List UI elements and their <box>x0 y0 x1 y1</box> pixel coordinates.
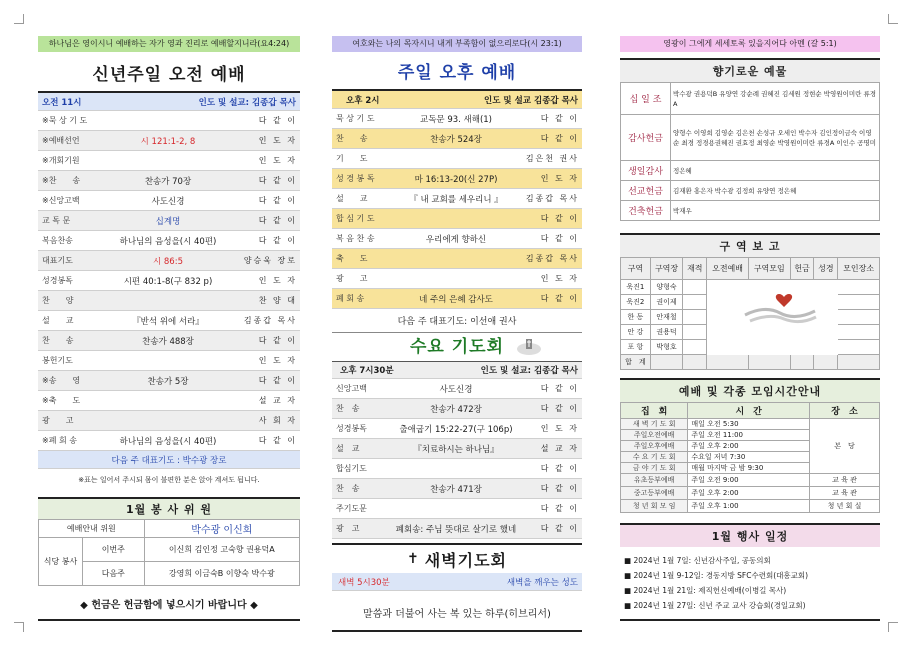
crop-mark <box>888 14 898 24</box>
offering-names: 양형수 이영희 김영순 김은천 손성규 오세인 박수자 김인정이금숙 이영순 최경 정경용권혜진 권효정 최영순 박영원이미란 류경A 이인수 공명미 <box>671 115 880 161</box>
zone-header: 재적 <box>683 258 707 280</box>
meal-week: 다음주 <box>83 562 145 586</box>
zone-cell <box>707 340 749 355</box>
zone-name: 합 계 <box>621 355 651 370</box>
worship-row <box>332 269 582 289</box>
service-time: 오전 11시 <box>42 97 82 108</box>
offering-row <box>621 201 880 221</box>
item-content: 폐회송: 주님 뜻대로 살기로 했네 <box>395 524 517 535</box>
next-prayer: 다음 주 대표기도 : 박수광 장로 <box>38 451 300 469</box>
item-label: 교 독 문 <box>42 216 71 225</box>
item-label: 성경봉독 <box>336 424 367 433</box>
item-label: 복 음 찬 송 <box>336 234 375 243</box>
offering-row <box>621 83 880 115</box>
item-leader: 김종갑 목사 <box>525 254 579 263</box>
afternoon-order <box>332 109 582 309</box>
cross-icon: ✝ <box>406 551 419 567</box>
worship-row <box>38 331 300 351</box>
item-leader: 인 도 자 <box>258 156 297 165</box>
item-leader: 인 도 자 <box>258 356 297 365</box>
item-content: 찬송가 488장 <box>142 336 194 347</box>
meeting-time: 매일 오전 5:30 <box>688 419 810 430</box>
offering-names: 정은혜 <box>671 161 880 181</box>
zone-name: 욱진1 <box>621 280 651 295</box>
item-label: 복음찬송 <box>42 236 73 245</box>
item-leader: 다 같 이 <box>258 176 297 185</box>
worship-row <box>332 499 582 519</box>
item-content: 찬송가 5장 <box>147 376 189 387</box>
zone-header: 헌금 <box>790 258 814 280</box>
item-leader: 다 같 이 <box>258 376 297 385</box>
item-label: ※묵 상 기 도 <box>42 116 88 125</box>
service-header <box>38 93 300 111</box>
service-leader: 인도 및 설교: 김종갑 목사 <box>198 97 296 108</box>
schedule-row <box>621 419 880 430</box>
zone-cell <box>838 325 880 340</box>
item-label: 신앙고백 <box>336 384 367 393</box>
item-label: ※찬 송 <box>42 176 81 185</box>
zone-header: 모인장소 <box>838 258 880 280</box>
offering-footer: ◆ 헌금은 헌금함에 넣으시기 바랍니다 ◆ <box>80 600 258 611</box>
order-of-worship <box>38 111 300 451</box>
item-label: 찬 송 <box>336 404 360 413</box>
meeting-time: 수요일 저녁 7:30 <box>688 452 810 463</box>
item-leader: 김종갑 목사 <box>243 316 297 325</box>
item-content: 찬송가 524장 <box>430 134 482 145</box>
meeting-name: 중고등부예배 <box>621 487 688 500</box>
standing-note: ※표는 일어서 주시되 몸이 불편한 분은 앉아 계셔도 됩니다. <box>78 476 260 484</box>
worship-row <box>38 211 300 231</box>
item-content: 십계명 <box>155 216 181 227</box>
item-label: 폐 회 송 <box>336 294 365 303</box>
meeting-name: 주일오후예배 <box>621 441 688 452</box>
dawn-time: 새벽 5시30분 <box>338 577 390 588</box>
zone-cell <box>814 340 838 355</box>
zone-cell <box>790 355 814 370</box>
zone-name: 한 동 <box>621 310 651 325</box>
worship-row <box>332 209 582 229</box>
event-item <box>624 568 876 583</box>
schedule-header: 시 간 <box>688 403 810 419</box>
item-leader: 다 같 이 <box>258 116 297 125</box>
zone-row <box>621 355 880 370</box>
zone-cell <box>748 355 790 370</box>
worship-row <box>38 111 300 131</box>
item-content: 교독문 93. 새해(1) <box>419 114 493 125</box>
hands-illustration <box>740 287 820 329</box>
dawn-title-block <box>332 543 582 573</box>
zone-header: 오전예배 <box>707 258 749 280</box>
item-content: 시 86:5 <box>152 256 183 267</box>
item-label: ※예배선언 <box>42 136 80 145</box>
item-leader: 다 같 이 <box>258 236 297 245</box>
worship-row <box>332 439 582 459</box>
item-label: 찬 양 <box>42 296 74 305</box>
item-content: 찬송가 472장 <box>430 404 482 415</box>
zone-cell <box>790 340 814 355</box>
zone-report <box>620 257 880 370</box>
item-content: 『반석 위에 서라』 <box>132 316 204 327</box>
zone-cell <box>683 280 707 295</box>
worship-row <box>332 169 582 189</box>
item-leader: 다 같 이 <box>258 196 297 205</box>
schedule-row <box>621 487 880 500</box>
offering-row <box>621 181 880 201</box>
item-label: 찬 송 <box>42 336 74 345</box>
meal-week: 이번주 <box>83 538 145 562</box>
zone-leader: 안재철 <box>650 310 683 325</box>
worship-row <box>38 391 300 411</box>
bible-icon <box>516 335 542 357</box>
worship-row <box>332 189 582 209</box>
dawn-subtitle: 새벽을 깨우는 성도 <box>506 577 578 588</box>
zone-cell <box>814 355 838 370</box>
item-leader: 다 같 이 <box>540 504 579 513</box>
zone-header: 구역장 <box>650 258 683 280</box>
worship-row <box>38 371 300 391</box>
item-leader: 다 같 이 <box>540 134 579 143</box>
item-leader: 사 회 자 <box>258 416 297 425</box>
schedule-table <box>620 402 880 513</box>
schedule-header-row <box>621 403 880 419</box>
schedule-title: 예배 및 각종 모임시간안내 <box>620 378 880 402</box>
meeting-place: 본 당 <box>810 419 880 474</box>
worship-row <box>332 419 582 439</box>
worship-row <box>332 289 582 309</box>
bullet-icon: ■ <box>624 571 634 580</box>
meal-label: 식당 봉사 <box>39 538 83 586</box>
meal-names: 이신희 김인정 고숙향 권용덕A <box>144 538 299 562</box>
verse-banner: 여호와는 나의 목자시니 내게 부족함이 없으리로다(시 23:1) <box>332 36 582 52</box>
zone-cell <box>683 355 707 370</box>
offering-label: 건축헌금 <box>621 201 671 221</box>
event-item <box>624 553 876 568</box>
schedule-header: 장 소 <box>810 403 880 419</box>
wednesday-header <box>332 361 582 379</box>
item-leader: 찬 양 대 <box>258 296 297 305</box>
item-content: 네 주의 은혜 감사도 <box>419 294 493 305</box>
item-content: 마 16:13-20(신 27P) <box>414 174 498 185</box>
item-label: 주기도문 <box>336 504 367 513</box>
meeting-time: 매월 마지막 금 밤 9:30 <box>688 463 810 474</box>
item-label: 광 고 <box>336 524 360 533</box>
item-leader: 양승욱 장로 <box>243 256 297 265</box>
afternoon-service-column <box>332 36 582 620</box>
crop-mark <box>888 622 898 632</box>
zone-leader: 권이제 <box>650 295 683 310</box>
worship-row <box>38 271 300 291</box>
worship-row <box>38 131 300 151</box>
zone-cell <box>683 310 707 325</box>
offering-label: 생일감사 <box>621 161 671 181</box>
item-label: 합 심 기 도 <box>336 214 375 223</box>
worship-row <box>38 291 300 311</box>
wednesday-title: 수요 기도회 <box>409 337 505 357</box>
zone-cell <box>838 295 880 310</box>
item-content: 출애굽기 15:22-27(구 106p) <box>399 424 513 435</box>
zone-name: 안 강 <box>621 325 651 340</box>
item-leader: 다 같 이 <box>540 404 579 413</box>
zone-cell <box>838 310 880 325</box>
worship-row <box>38 431 300 451</box>
item-content: 사도신경 <box>439 384 473 395</box>
worship-row <box>332 459 582 479</box>
event-text: 2024년 1월 21일: 제직헌신예배(이병길 목사) <box>633 586 787 595</box>
item-leader: 김종갑 목사 <box>525 194 579 203</box>
worship-row <box>332 519 582 539</box>
offering-names: 박수광 권용덕B 유양연 강순례 권혜진 김세원 정현순 박영원이미란 류경A <box>671 83 880 115</box>
item-label: 묵 상 기 도 <box>336 114 375 123</box>
meeting-place: 교 육 관 <box>810 474 880 487</box>
item-leader: 다 같 이 <box>540 214 579 223</box>
item-content: 하나님의 음성을(시 40편) <box>119 236 217 247</box>
item-label: 성 경 봉 독 <box>336 174 375 183</box>
item-leader: 다 같 이 <box>258 216 297 225</box>
zone-cell <box>683 295 707 310</box>
event-text: 2024년 1월 7일: 신년감사주일, 공동의회 <box>633 556 771 565</box>
item-label: ※송 영 <box>42 376 81 385</box>
worship-row <box>332 109 582 129</box>
item-label: 설 교 <box>336 444 360 453</box>
crop-mark <box>14 622 24 632</box>
meeting-name: 주일오전예배 <box>621 430 688 441</box>
meeting-time: 주일 오후 1:00 <box>688 500 810 513</box>
worship-row <box>332 379 582 399</box>
worship-row <box>38 231 300 251</box>
meeting-time: 주일 오전 9:00 <box>688 474 810 487</box>
offering-row <box>621 161 880 181</box>
service-committee-title: 1월 봉 사 위 원 <box>38 499 300 519</box>
wednesday-title-block <box>332 333 582 361</box>
offering-row <box>621 115 880 161</box>
item-label: 찬 송 <box>336 134 368 143</box>
afternoon-header <box>332 91 582 109</box>
item-content: 하나님의 음성을(시 40편) <box>119 436 217 447</box>
item-content: 『 내 교회를 세우리니 』 <box>409 194 503 205</box>
worship-row <box>332 229 582 249</box>
item-leader: 다 같 이 <box>540 484 579 493</box>
item-content: 『치료하시는 하나님』 <box>413 444 499 455</box>
item-leader: 다 같 이 <box>540 524 579 533</box>
item-content: 찬송가 471장 <box>430 484 482 495</box>
zone-cell <box>683 325 707 340</box>
service-committee-table <box>38 519 300 586</box>
item-label: 광 고 <box>336 274 368 283</box>
meeting-place: 청 년 회 실 <box>810 500 880 513</box>
dawn-title: 새벽기도회 <box>424 550 507 570</box>
item-label: 찬 송 <box>336 484 360 493</box>
meeting-name: 청 년 회 모 임 <box>621 500 688 513</box>
service-time: 오후 7시30분 <box>340 366 394 376</box>
item-content: 사도신경 <box>151 196 185 207</box>
meeting-time: 주일 오전 11:00 <box>688 430 810 441</box>
zone-header: 구역 <box>621 258 651 280</box>
morning-service-column <box>38 36 300 616</box>
offering-label: 십 일 조 <box>621 83 671 115</box>
item-label: 설 교 <box>42 316 74 325</box>
usher-label: 예배안내 위원 <box>39 520 145 538</box>
zone-cell <box>838 280 880 295</box>
item-leader: 다 같 이 <box>540 114 579 123</box>
item-content: 찬송가 70장 <box>144 176 192 187</box>
item-label: ※축 도 <box>42 396 81 405</box>
zone-leader: 양형숙 <box>650 280 683 295</box>
schedule-row <box>621 474 880 487</box>
worship-row <box>38 351 300 371</box>
item-content: 우리에게 향하신 <box>425 234 487 245</box>
item-leader: 다 같 이 <box>258 336 297 345</box>
next-prayer: 다음 주 대표기도: 이선애 권사 <box>397 317 517 327</box>
meal-names: 강영희 이금숙B 이향숙 박수광 <box>144 562 299 586</box>
meeting-name: 유초등부예배 <box>621 474 688 487</box>
meeting-time: 주일 오후 2:00 <box>688 441 810 452</box>
worship-row <box>332 149 582 169</box>
item-label: 기 도 <box>336 154 368 163</box>
crop-mark <box>14 14 24 24</box>
worship-row <box>38 151 300 171</box>
column-footer: 말씀과 더불어 사는 복 있는 하루(히브리서) <box>363 609 551 620</box>
zone-header: 구역모임 <box>748 258 790 280</box>
event-text: 2024년 1월 27일: 신년 주교 교사 강습회(경일교회) <box>633 601 806 610</box>
item-leader: 인 도 자 <box>258 276 297 285</box>
schedule-header: 집 회 <box>621 403 688 419</box>
item-label: 광 고 <box>42 416 74 425</box>
item-label: 설 교 <box>336 194 368 203</box>
item-label: 봉헌기도 <box>42 356 73 365</box>
zone-header: 성경 <box>814 258 838 280</box>
verse-banner: 영광이 그에게 세세토록 있을지어다 아멘 (갈 5:1) <box>620 36 880 52</box>
event-list <box>620 547 880 619</box>
event-item <box>624 583 876 598</box>
item-leader: 인 도 자 <box>540 424 579 433</box>
dawn-row <box>332 573 582 591</box>
zone-name: 욱진2 <box>621 295 651 310</box>
offering-names: 김재환 홍은자 박수광 김정희 유양연 정은혜 <box>671 181 880 201</box>
offering-names: 박재우 <box>671 201 880 221</box>
worship-row <box>332 129 582 149</box>
zone-cell <box>748 340 790 355</box>
worship-row <box>38 171 300 191</box>
item-content: 시 121:1-2, 8 <box>140 136 196 147</box>
zone-row <box>621 340 880 355</box>
worship-row <box>38 311 300 331</box>
zone-leader <box>650 355 683 370</box>
news-column <box>620 36 880 616</box>
offering-label: 감사헌금 <box>621 115 671 161</box>
worship-row <box>332 249 582 269</box>
zone-cell <box>707 355 749 370</box>
item-label: 성경봉독 <box>42 276 73 285</box>
worship-row <box>38 411 300 431</box>
item-label: ※개회기원 <box>42 156 80 165</box>
item-content: 시편 40:1-8(구 832 p) <box>123 276 213 287</box>
schedule-row <box>621 500 880 513</box>
offering-title: 향기로운 예물 <box>620 60 880 82</box>
afternoon-title: 주일 오후 예배 <box>397 63 517 83</box>
offering-table <box>620 82 880 221</box>
bullet-icon: ■ <box>624 556 634 565</box>
item-label: ※신앙고백 <box>42 196 80 205</box>
worship-row <box>38 191 300 211</box>
event-title: 1월 행사 일정 <box>620 523 880 547</box>
item-leader: 인 도 자 <box>540 174 579 183</box>
page-title: 신년주일 오전 예배 <box>92 65 246 85</box>
item-leader: 인 도 자 <box>258 136 297 145</box>
meeting-name: 금 야 기 도 회 <box>621 463 688 474</box>
service-leader: 인도 및 설교: 김종갑 목사 <box>480 366 578 376</box>
item-leader: 다 같 이 <box>540 464 579 473</box>
item-label: 합심기도 <box>336 464 367 473</box>
meeting-name: 새 벽 기 도 회 <box>621 419 688 430</box>
item-leader: 다 같 이 <box>540 234 579 243</box>
wednesday-order <box>332 379 582 539</box>
bullet-icon: ■ <box>624 601 634 610</box>
offering-label: 선교헌금 <box>621 181 671 201</box>
service-time: 오후 2시 <box>346 95 380 106</box>
item-label: 대표기도 <box>42 256 73 265</box>
zone-cell <box>683 340 707 355</box>
item-leader: 김은천 권사 <box>525 154 579 163</box>
bullet-icon: ■ <box>624 586 634 595</box>
worship-row <box>332 479 582 499</box>
zone-name: 포 항 <box>621 340 651 355</box>
meeting-time: 주일 오후 2:00 <box>688 487 810 500</box>
zone-header-row <box>621 258 880 280</box>
item-label: ※폐 회 송 <box>42 436 77 445</box>
item-leader: 설 교 자 <box>540 444 579 453</box>
zone-leader: 박형호 <box>650 340 683 355</box>
item-leader: 인 도 자 <box>540 274 579 283</box>
zone-title: 구 역 보 고 <box>620 233 880 257</box>
worship-row <box>38 251 300 271</box>
item-label: 축 도 <box>336 254 368 263</box>
zone-cell <box>838 355 880 370</box>
item-leader: 다 같 이 <box>258 436 297 445</box>
zone-cell <box>838 340 880 355</box>
event-text: 2024년 1월 9-12일: 경동지방 SFC수련회(대흥교회) <box>633 571 809 580</box>
item-leader: 설 교 자 <box>258 396 297 405</box>
item-leader: 다 같 이 <box>540 384 579 393</box>
worship-row <box>332 399 582 419</box>
event-item <box>624 598 876 613</box>
usher-name: 박수광 이신희 <box>144 520 299 538</box>
service-leader: 인도 및 설교 김종갑 목사 <box>484 95 578 106</box>
verse-banner: 하나님은 영이시니 예배하는 자가 영과 진리로 예배할지니라(요4:24) <box>38 36 300 52</box>
item-leader: 다 같 이 <box>540 294 579 303</box>
zone-leader: 권용덕 <box>650 325 683 340</box>
meeting-place: 교 육 관 <box>810 487 880 500</box>
meeting-name: 수 요 기 도 회 <box>621 452 688 463</box>
